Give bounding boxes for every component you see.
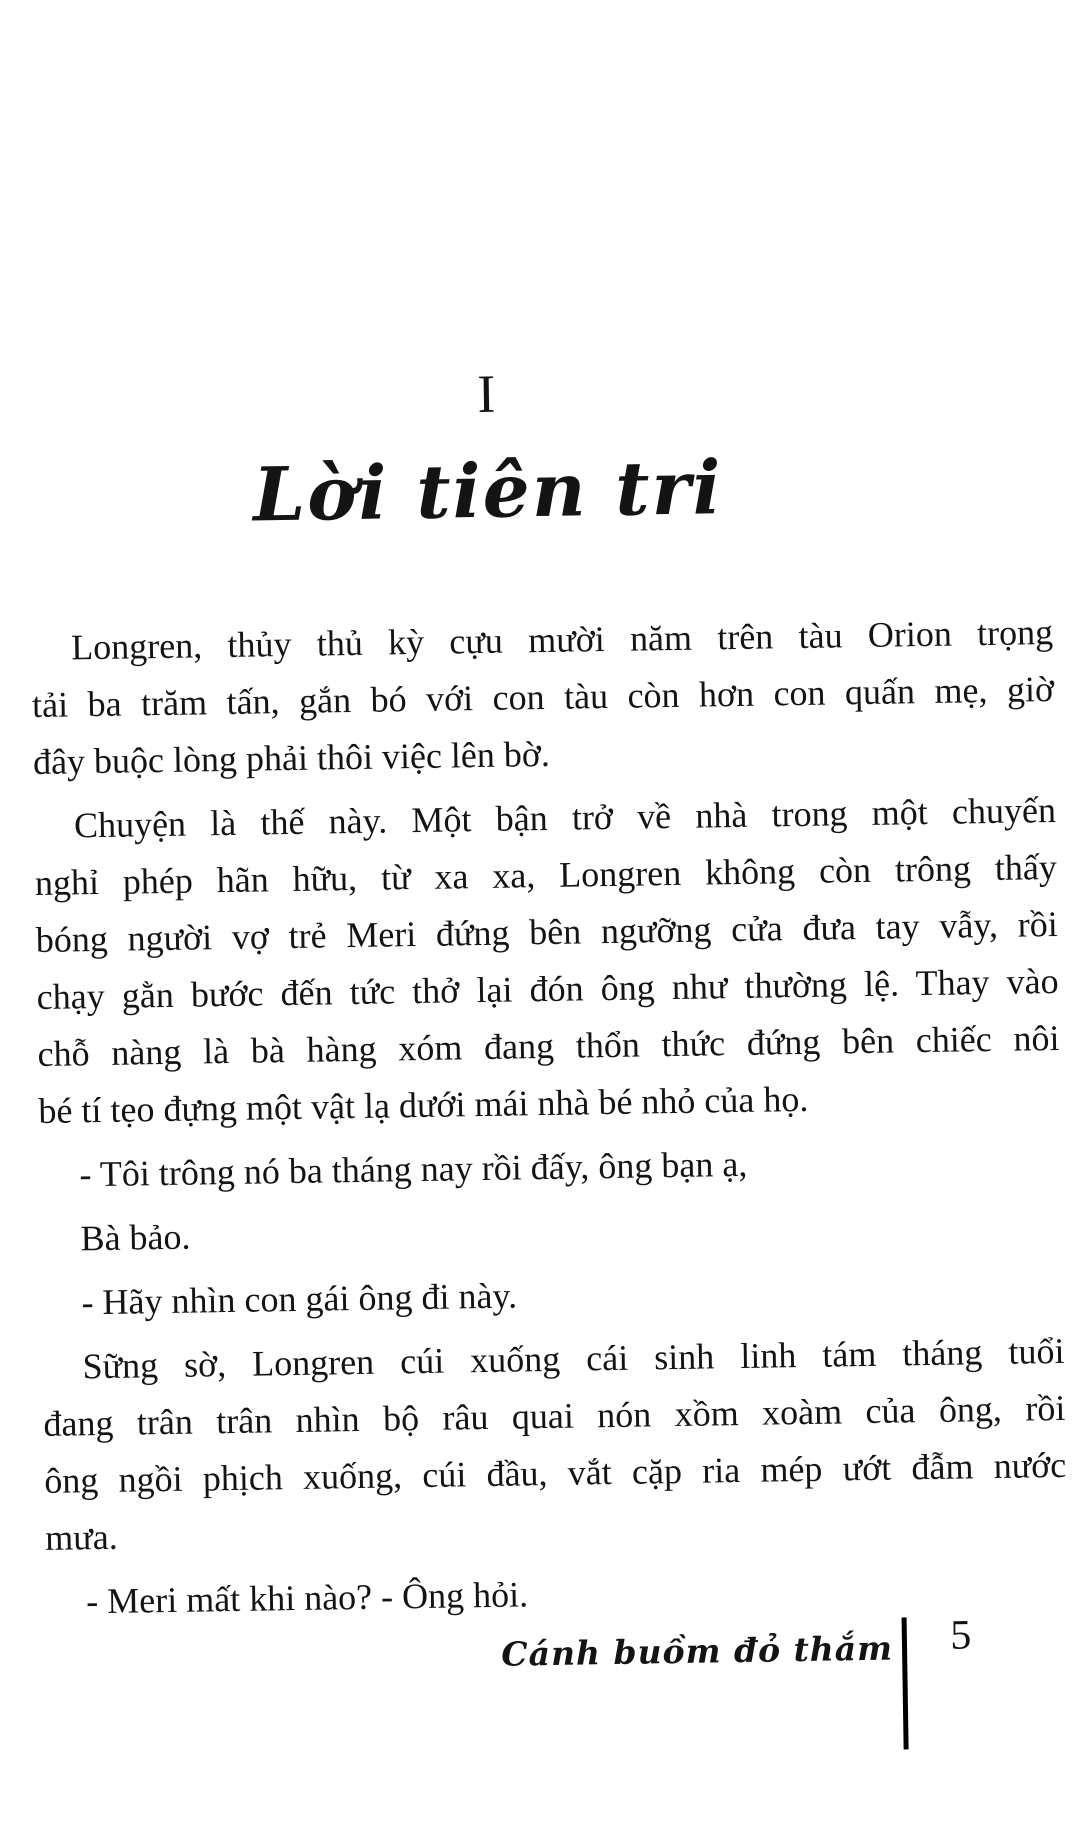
text-line: tải ba trăm tấn, gắn bó với con tàu còn hơn con quấn mẹ, giờ: [31, 668, 1055, 726]
chapter-title: Lời tiên tri: [252, 445, 724, 539]
page-number: 5: [949, 1612, 972, 1659]
text-line: Sững sờ, Longren cúi xuống cái sinh linh tám tháng tuổi: [82, 1330, 1065, 1387]
text-line: - Hãy nhìn con gái ông đi này.: [81, 1275, 518, 1323]
body-text: [31, 604, 1069, 1631]
text-line: Chuyện là thế này. Một bận trở về nhà trong một chuyến: [73, 789, 1057, 846]
text-line: chỗ nàng là bà hàng xóm đang thổn thức đứng bên chiếc nôi: [37, 1017, 1060, 1074]
text-line: ông ngồi phịch xuống, cúi đầu, vắt cặp ria mép ướt đẫm nước: [43, 1444, 1067, 1501]
footer-book-title: Cánh buồm đỏ thắm: [501, 1628, 894, 1674]
text-line: nghỉ phép hãn hữu, từ xa xa, Longren không còn trông thấy: [34, 846, 1058, 904]
text-line: bóng người vợ trẻ Meri đứng bên ngưỡng cửa đưa tay vẫy, rồi: [35, 903, 1058, 960]
text-line: đang trân trân nhìn bộ râu quai nón xồm xoàm của ông, rồi: [43, 1387, 1066, 1444]
text-line: Bà bảo.: [80, 1216, 191, 1259]
text-line: - Tôi trông nó ba tháng nay rồi đấy, ông bạn ạ,: [79, 1143, 748, 1195]
text-line: mưa.: [44, 1516, 119, 1558]
footer-divider: [902, 1617, 909, 1749]
text-line: - Meri mất khi nào? - Ông hỏi.: [85, 1574, 529, 1622]
text-line: chạy gằn bước đến tức thở lại đón ông như thường lệ. Thay vào: [36, 960, 1059, 1017]
text-line: bé tí tẹo đựng một vật lạ dưới mái nhà bé nhỏ của họ.: [38, 1078, 809, 1131]
chapter-number: I: [476, 363, 496, 424]
text-line: đây buộc lòng phải thôi việc lên bờ.: [32, 733, 551, 783]
text-line: Longren, thủy thủ kỳ cựu mười năm trên tàu Orion trọng: [70, 611, 1054, 668]
